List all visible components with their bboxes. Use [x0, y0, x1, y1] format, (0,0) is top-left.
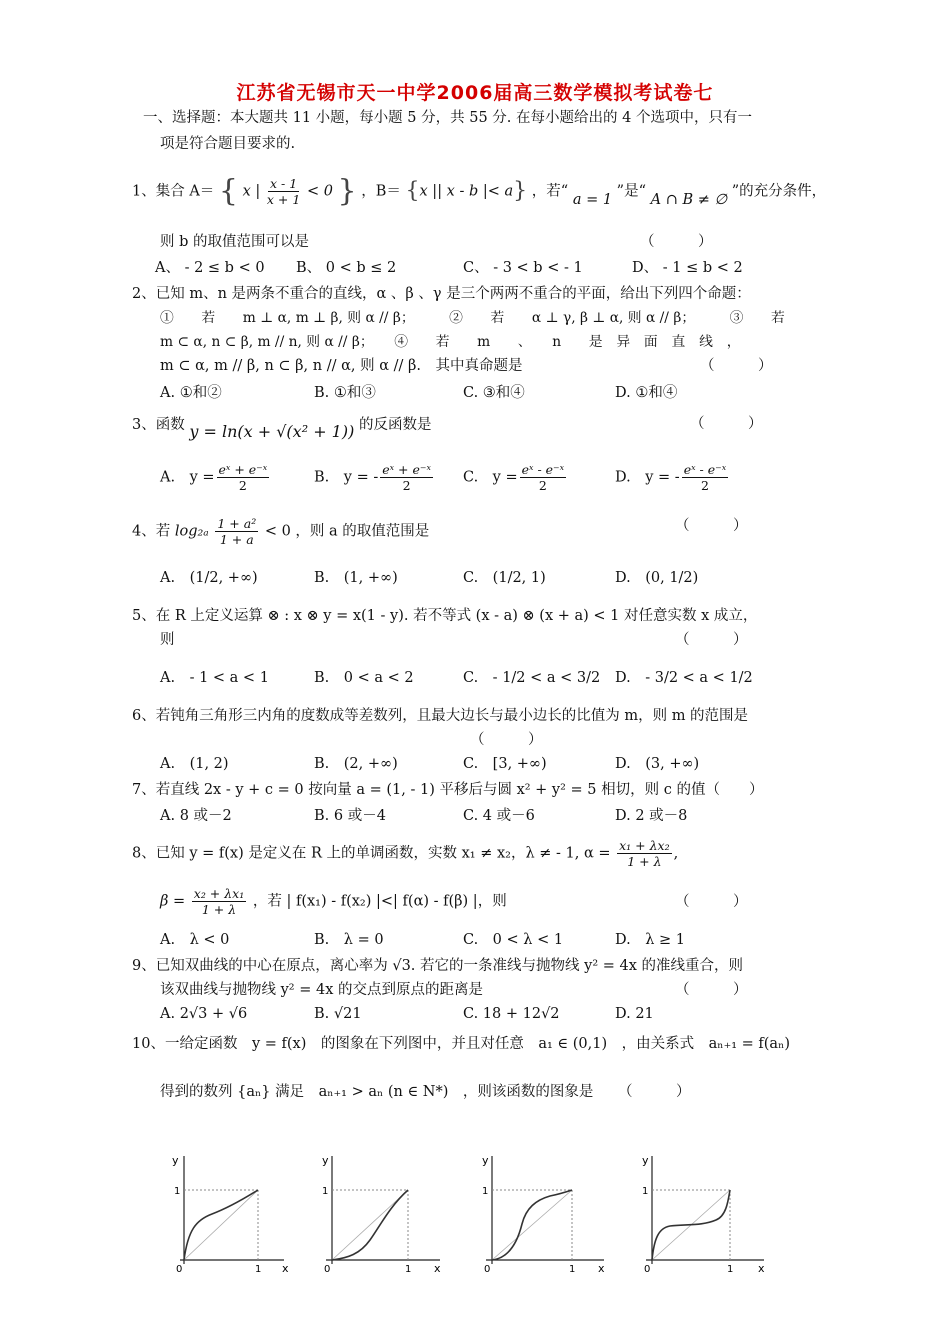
- exam-title: 江苏省无锡市天一中学2006届高三数学模拟考试卷七: [236, 82, 714, 104]
- graph-option-d: [640, 1150, 772, 1275]
- question-5-answer-paren: （ ）: [675, 632, 748, 648]
- question-8-line1: 8、已知 y = f(x) 是定义在 R 上的单调函数，实数 x₁ ≠ x₂，λ ≠ - 1, α = $\frac{\text{x₁ + λx₂}}{1 + \lambda}$ ,: [132, 838, 679, 869]
- question-4-option-d: D. (0, 1/2): [615, 570, 699, 586]
- graph-c-y-label: y: [482, 1154, 489, 1167]
- graph-d-origin-label: 0: [644, 1264, 651, 1275]
- question-8-answer-paren: （ ）: [675, 894, 748, 910]
- question-2-option-c: C. ③和④: [463, 385, 525, 401]
- question-5-line1: 5、在 R 上定义运算 ⊗ : x ⊗ y = x(1 - y). 若不等式 (x - a) ⊗ (x + a) < 1 对任意实数 x 成立，: [132, 608, 758, 624]
- question-2-answer-paren: （ ）: [700, 358, 773, 374]
- graph-d-one-label: 1: [642, 1186, 649, 1197]
- question-6-option-d: D. (3, +∞): [615, 756, 700, 772]
- question-5-line2: 则: [160, 632, 175, 648]
- question-2-line3: m ⊂ α, n ⊂ β, m // n, 则 α // β； ④ 若 m 、 n 是 异 面 直 线 ，: [160, 334, 741, 350]
- graph-b-svg: [318, 1150, 450, 1275]
- question-1-option-a: A、 - 2 ≤ b < 0: [155, 260, 265, 276]
- graph-a-x-label: x: [282, 1262, 289, 1275]
- graph-c-x-label: x: [598, 1262, 605, 1275]
- question-2-option-a: A. ①和②: [160, 385, 222, 401]
- question-4-option-c: C. (1/2, 1): [463, 570, 546, 586]
- question-4-answer-paren: （ ）: [675, 518, 748, 534]
- graph-b-y-label: y: [322, 1154, 329, 1167]
- question-1-line2: 则 b 的取值范围可以是: [160, 234, 309, 250]
- graph-d-x-one-label: 1: [727, 1264, 734, 1275]
- graph-b-origin-label: 0: [324, 1264, 331, 1275]
- question-9-option-c: C. 18 + 12√2: [463, 1006, 560, 1022]
- question-6-option-b: B. (2, +∞): [314, 756, 398, 772]
- question-5-option-b: B. 0 < a < 2: [314, 670, 414, 686]
- graph-a-y-label: y: [172, 1154, 179, 1167]
- graph-c-x-one-label: 1: [569, 1264, 576, 1275]
- question-7-option-b: B. 6 或－4: [314, 808, 386, 824]
- question-10-line2: 得到的数列 {aₙ} 满足 aₙ₊₁ > aₙ (n ∈ N*) ，则该函数的图象是: [160, 1084, 594, 1100]
- question-9-answer-paren: （ ）: [675, 982, 748, 998]
- question-3-option-b: B. y = - $\frac{\text{eˣ + e⁻ˣ}}{2}$: [314, 462, 431, 493]
- question-5-option-a: A. - 1 < a < 1: [160, 670, 269, 686]
- question-6-option-a: A. (1, 2): [160, 756, 229, 772]
- question-7-option-c: C. 4 或－6: [463, 808, 535, 824]
- question-4-line1: 4、若 log₂ₐ $\frac{\text{1 + a²}}{1 + a}$ < 0 ，则 a 的取值范围是: [132, 516, 430, 547]
- question-9-option-b: B. √21: [314, 1006, 362, 1022]
- question-8-option-d: D. λ ≥ 1: [615, 932, 686, 948]
- question-10-answer-paren: （ ）: [618, 1084, 691, 1100]
- graph-d-y-label: y: [642, 1154, 649, 1167]
- question-4-option-b: B. (1, +∞): [314, 570, 398, 586]
- question-10-line1: 10、一给定函数 y = f(x) 的图象在下列图中，并且对任意 a₁ ∈ (0,1) ，由关系式 aₙ₊₁ = f(aₙ): [132, 1036, 790, 1052]
- graph-a-svg: [162, 1150, 294, 1275]
- question-8-option-a: A. λ < 0: [160, 932, 230, 948]
- question-9-option-a: A. 2√3 + √6: [160, 1006, 248, 1022]
- graph-a-origin-label: 0: [176, 1264, 183, 1275]
- question-7-line1: 7、若直线 2x - y + c = 0 按向量 a = (1, - 1) 平移后与圆 x² + y² = 5 相切，则 c 的值（ ）: [132, 782, 764, 798]
- question-3-option-d: D. y = - $\frac{\text{eˣ - e⁻ˣ}}{2}$: [615, 462, 727, 493]
- graph-c-svg: [478, 1150, 610, 1275]
- question-3-option-a: A. y = $\frac{\text{eˣ + e⁻ˣ}}{2}$: [160, 462, 268, 493]
- graph-option-a: [162, 1150, 294, 1275]
- section-instructions-line2: 项是符合题目要求的.: [160, 136, 296, 152]
- graph-a-one-label: 1: [174, 1186, 181, 1197]
- question-3-line1: 3、函数 y = ln(x + √(x² + 1)) 的反函数是: [132, 417, 432, 441]
- question-9-line1: 9、已知双曲线的中心在原点，离心率为 √3. 若它的一条准线与抛物线 y² = 4x 的准线重合，则: [132, 958, 744, 974]
- graph-c-origin-label: 0: [484, 1264, 491, 1275]
- graph-b-x-one-label: 1: [405, 1264, 412, 1275]
- graph-d-x-label: x: [758, 1262, 765, 1275]
- graph-d-svg: [640, 1150, 772, 1275]
- question-2-option-d: D. ①和④: [615, 385, 678, 401]
- graph-option-c: [478, 1150, 610, 1275]
- question-7-option-a: A. 8 或－2: [160, 808, 232, 824]
- question-2-line4: m ⊂ α, m // β, n ⊂ β, n // α, 则 α // β. 其中真命题是: [160, 358, 523, 374]
- graph-a-x-one-label: 1: [255, 1264, 262, 1275]
- question-1-option-c: C、 - 3 < b < - 1: [463, 260, 583, 276]
- question-5-option-c: C. - 1/2 < a < 3/2: [463, 670, 601, 686]
- question-1-option-b: B、 0 < b ≤ 2: [296, 260, 397, 276]
- question-6-line1: 6、若钝角三角形三内角的度数成等差数列，且最大边长与最小边长的比值为 m，则 m 的范围是: [132, 708, 749, 724]
- question-3-answer-paren: （ ）: [690, 416, 763, 432]
- section-instructions-line1: 一、选择题：本大题共 11 小题，每小题 5 分，共 55 分. 在每小题给出的 4 个选项中，只有一: [143, 110, 752, 126]
- graph-b-x-label: x: [434, 1262, 441, 1275]
- graph-option-b: [318, 1150, 450, 1275]
- question-4-option-a: A. (1/2, +∞): [160, 570, 258, 586]
- set-a-fraction: $\frac{x - 1}{x + 1}$: [266, 176, 301, 207]
- question-6-option-c: C. [3, +∞): [463, 756, 547, 772]
- question-2-line1: 2、已知 m、n 是两条不重合的直线，α 、β 、γ 是三个两两不重合的平面，给出下列四个命题：: [132, 286, 751, 302]
- question-1-answer-paren: （ ）: [640, 234, 713, 250]
- question-6-answer-paren: （ ）: [470, 732, 543, 748]
- question-8-line2: β = $\frac{\text{x₂ + λx₁}}{1 + \lambda}$ ，若 | f(x₁) - f(x₂) |<| f(α) - f(β) |，则: [160, 886, 507, 917]
- question-2-line2: ① 若 m ⊥ α, m ⊥ β, 则 α // β； ② 若 α ⊥ γ, β ⊥ α, 则 α // β； ③ 若: [160, 310, 785, 326]
- question-2-option-b: B. ①和③: [314, 385, 376, 401]
- question-8-option-b: B. λ = 0: [314, 932, 384, 948]
- graph-c-one-label: 1: [482, 1186, 489, 1197]
- question-3-option-c: C. y = $\frac{\text{eˣ - e⁻ˣ}}{2}$: [463, 462, 565, 493]
- question-7-option-d: D. 2 或－8: [615, 808, 688, 824]
- graph-b-one-label: 1: [322, 1186, 329, 1197]
- question-5-option-d: D. - 3/2 < a < 1/2: [615, 670, 753, 686]
- question-1-line1: 1、集合 A＝ { x | $\frac{x - 1}{x + 1}$ < 0 } ，B＝ {x || x - b |< a} ，若“ a = 1 ”是“ A ∩ B ≠ ∅ ”的充分条件，: [132, 173, 827, 209]
- question-8-option-c: C. 0 < λ < 1: [463, 932, 564, 948]
- question-9-line2: 该双曲线与抛物线 y² = 4x 的交点到原点的距离是: [160, 982, 483, 998]
- question-1-option-d: D、 - 1 ≤ b < 2: [632, 260, 743, 276]
- question-9-option-d: D. 21: [615, 1006, 654, 1022]
